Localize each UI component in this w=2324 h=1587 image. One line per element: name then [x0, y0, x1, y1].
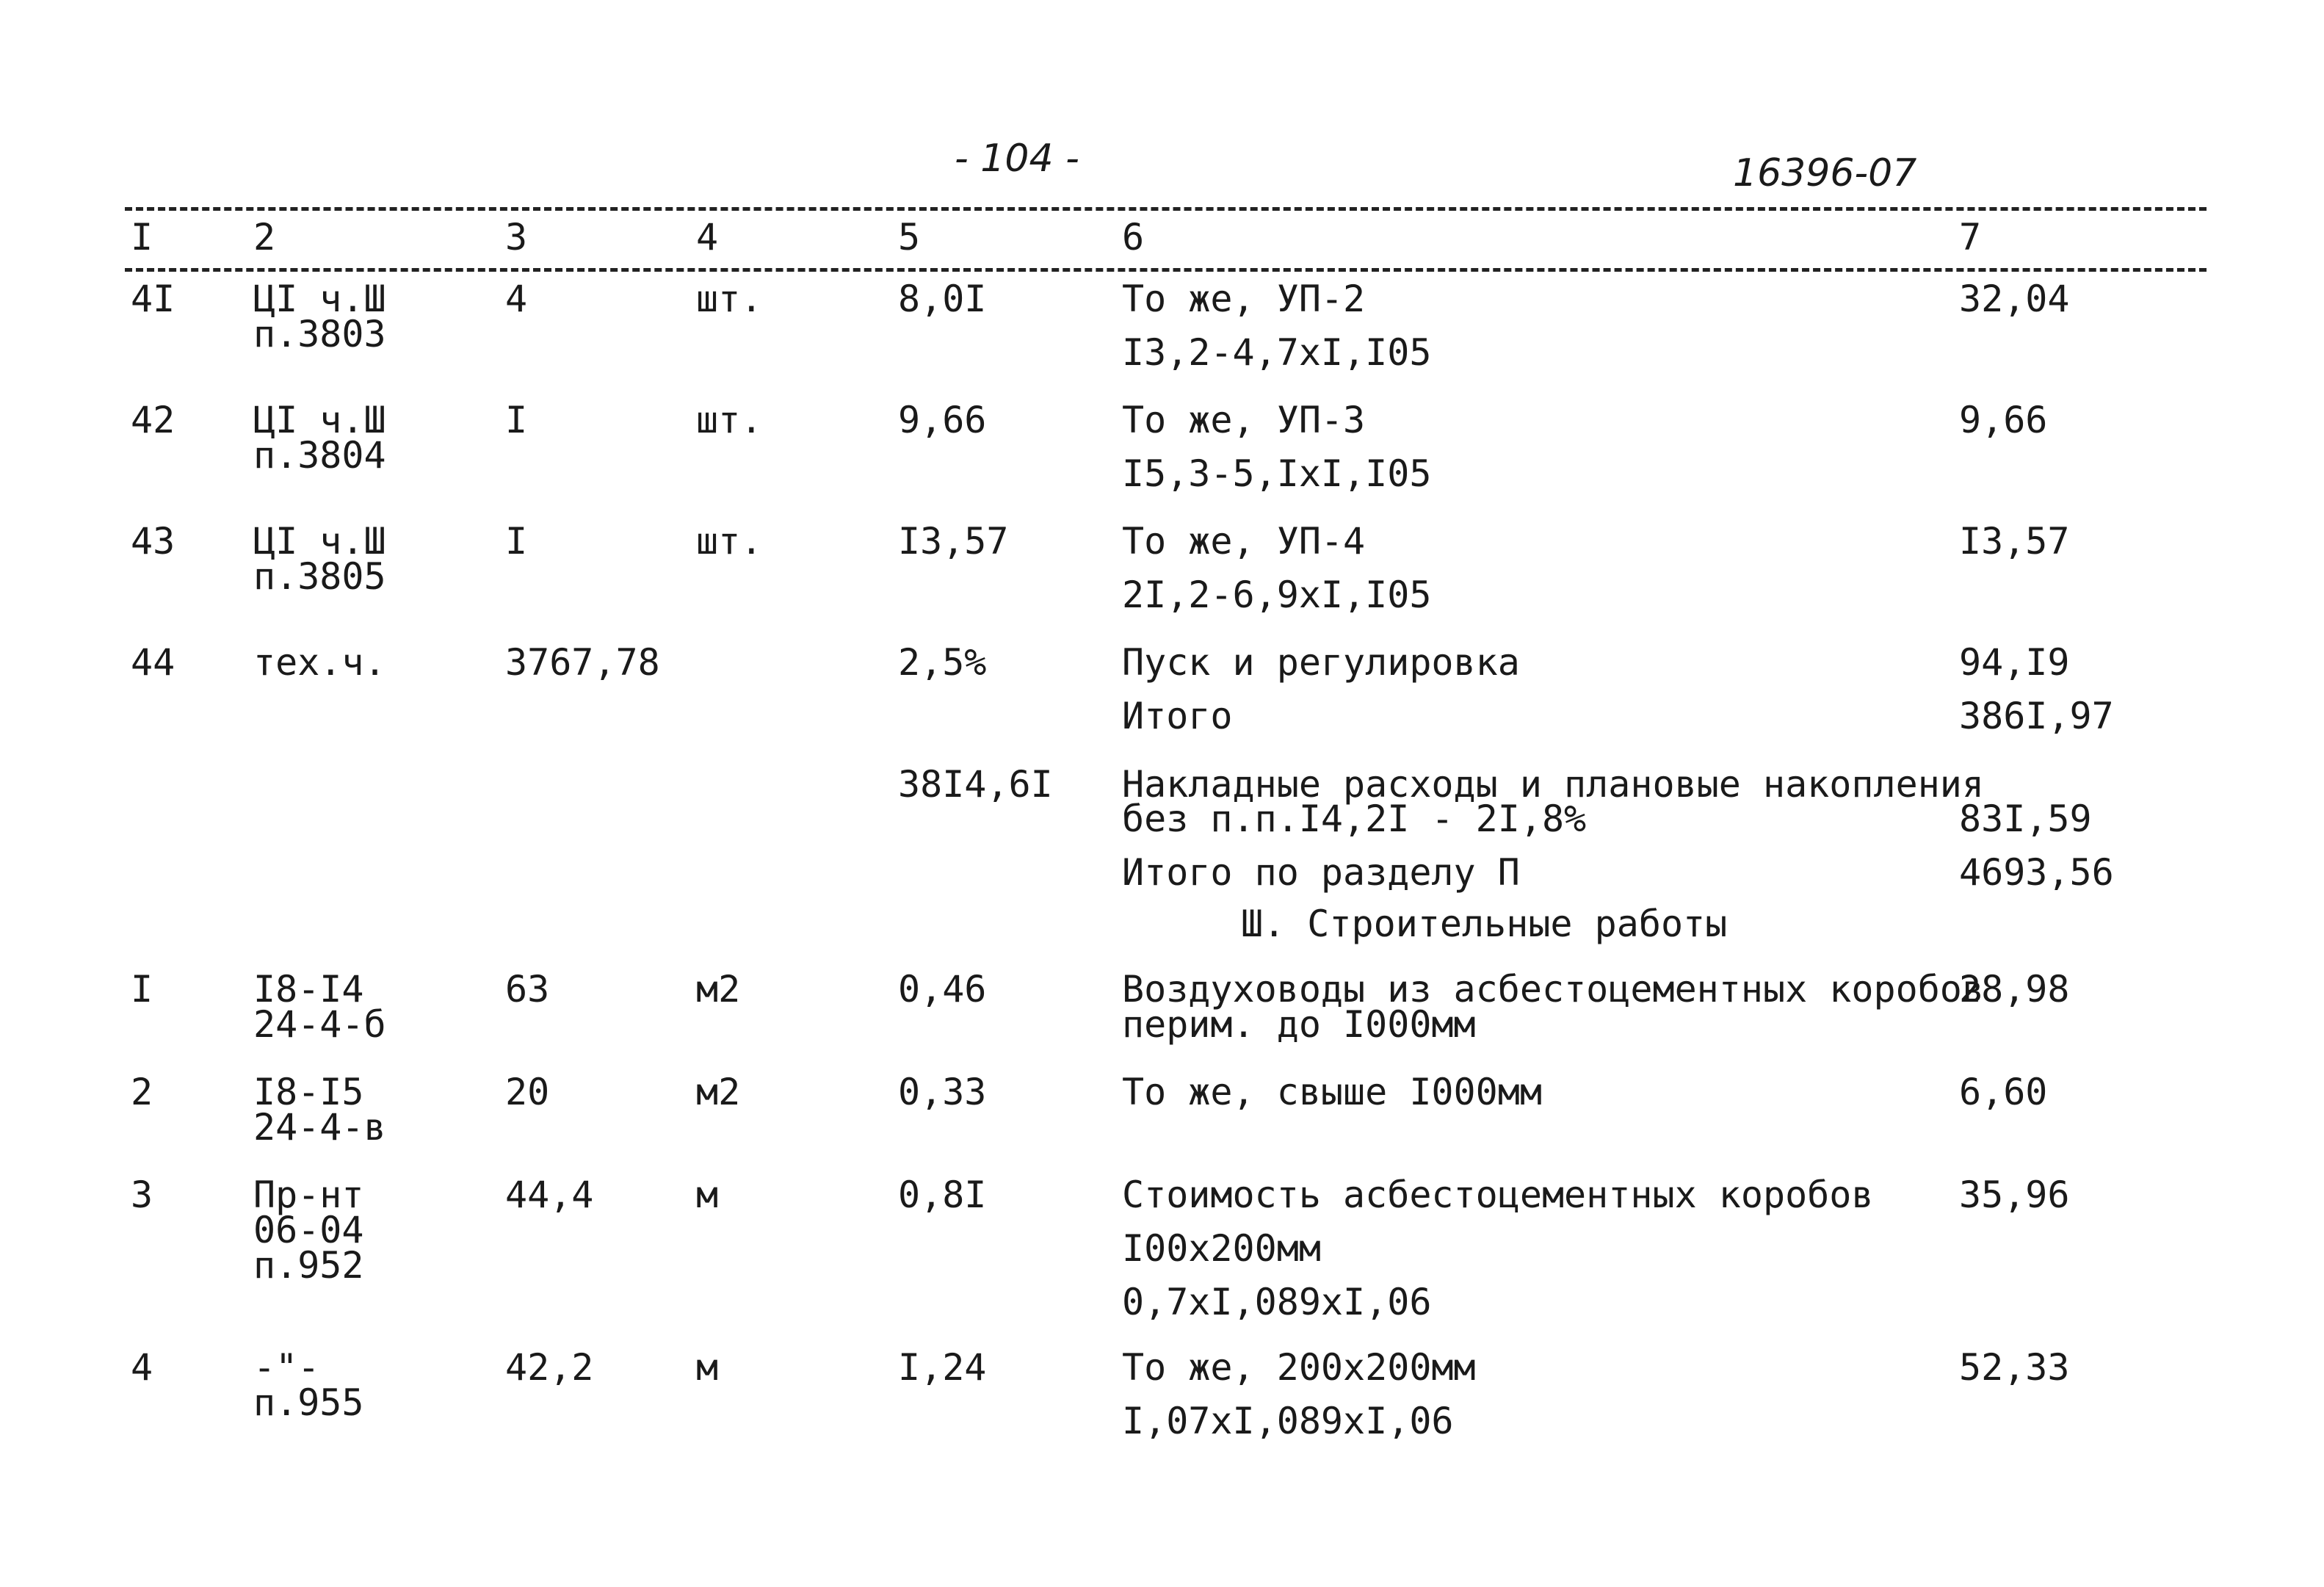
table-header-rule [125, 268, 2207, 272]
cell-description: перим. до I000мм [1122, 1003, 1476, 1046]
cell-quantity: 4 [505, 278, 528, 320]
cell-total: 9,66 [1959, 399, 2048, 441]
cell-total: I3,57 [1959, 520, 2070, 563]
cell-unit-price: 0,46 [898, 968, 987, 1011]
cell-unit-price: I3,57 [898, 520, 1009, 563]
cell-unit: шт. [696, 278, 763, 320]
col-header-6: 6 [1122, 216, 1145, 259]
cell-total: 52,33 [1959, 1346, 2070, 1389]
cell-description: Стоимость асбестоцементных коробов [1122, 1174, 1874, 1216]
cell-unit-price: 0,33 [898, 1071, 987, 1113]
cell-description: I00x200мм [1122, 1227, 1321, 1270]
cell-description: Пуск и регулировка [1122, 641, 1520, 684]
table-top-rule [125, 207, 2207, 211]
cell-description: Итого [1122, 695, 1233, 737]
cell-reference: п.952 [253, 1244, 364, 1287]
cell-unit-price: 38I4,6I [898, 763, 1053, 806]
cell-description: То же, УП-3 [1122, 399, 1366, 441]
cell-reference: I8-I4 [253, 968, 364, 1011]
cell-item-number: 4I [131, 278, 175, 320]
cell-unit: шт. [696, 520, 763, 563]
cell-reference: ЦI ч.Ш [253, 399, 386, 441]
cell-description: 0,7xI,089xI,06 [1122, 1281, 1432, 1323]
cell-reference: 24-4-б [253, 1003, 386, 1046]
cell-quantity: 20 [505, 1071, 550, 1113]
cell-description: I,07xI,089xI,06 [1122, 1400, 1454, 1442]
cell-total: 6,60 [1959, 1071, 2048, 1113]
cell-reference: -"- [253, 1346, 320, 1389]
cell-quantity: 3767,78 [505, 641, 660, 684]
cell-unit: м [696, 1346, 719, 1389]
cell-reference: ЦI ч.Ш [253, 520, 386, 563]
cell-unit: м [696, 1174, 719, 1216]
cell-reference: п.3804 [253, 434, 386, 477]
cell-description: I3,2-4,7xI,I05 [1122, 331, 1432, 374]
cell-total: 94,I9 [1959, 641, 2070, 684]
cell-unit: шт. [696, 399, 763, 441]
cell-unit-price: 8,0I [898, 278, 987, 320]
cell-unit-price: 2,5% [898, 641, 987, 684]
cell-item-number: I [131, 968, 153, 1011]
cell-reference: п.955 [253, 1381, 364, 1424]
cell-description: I5,3-5,IxI,I05 [1122, 452, 1432, 495]
cell-reference: п.3805 [253, 555, 386, 598]
col-header-4: 4 [696, 216, 719, 259]
cell-description: То же, 200x200мм [1122, 1346, 1476, 1389]
cell-item-number: 2 [131, 1071, 153, 1113]
section-title: Ш. Строительные работы [1241, 903, 1728, 945]
cell-reference: п.3803 [253, 313, 386, 355]
cell-total: 386I,97 [1959, 695, 2114, 737]
cell-description: То же, УП-4 [1122, 520, 1366, 563]
cell-quantity: 44,4 [505, 1174, 594, 1216]
cell-quantity: I [505, 520, 528, 563]
cell-description: Воздуховоды из асбестоцементных коробов [1122, 968, 1984, 1011]
cell-description: То же, УП-2 [1122, 278, 1366, 320]
cell-item-number: 4 [131, 1346, 153, 1389]
cell-unit-price: 0,8I [898, 1174, 987, 1216]
cell-total: 28,98 [1959, 968, 2070, 1011]
col-header-5: 5 [898, 216, 921, 259]
cell-unit-price: 9,66 [898, 399, 987, 441]
cell-reference: 06-04 [253, 1209, 364, 1251]
cell-unit: м2 [696, 1071, 741, 1113]
cell-item-number: 42 [131, 399, 175, 441]
cell-description: без п.п.I4,2I - 2I,8% [1122, 798, 1587, 840]
cell-total: 4693,56 [1959, 851, 2114, 894]
cell-quantity: 42,2 [505, 1346, 594, 1389]
cell-item-number: 44 [131, 641, 175, 684]
col-header-3: 3 [505, 216, 528, 259]
cell-reference: ЦI ч.Ш [253, 278, 386, 320]
cell-reference: тех.ч. [253, 641, 386, 684]
cell-reference: I8-I5 [253, 1071, 364, 1113]
cell-reference: 24-4-в [253, 1106, 386, 1149]
cell-quantity: I [505, 399, 528, 441]
page-number: - 104 - [955, 137, 1079, 181]
cell-description: 2I,2-6,9xI,I05 [1122, 574, 1432, 616]
col-header-2: 2 [253, 216, 276, 259]
cell-item-number: 3 [131, 1174, 153, 1216]
cell-description: То же, свыше I000мм [1122, 1071, 1542, 1113]
cell-total: 32,04 [1959, 278, 2070, 320]
cell-unit: м2 [696, 968, 741, 1011]
cell-description: Итого по разделу П [1122, 851, 1520, 894]
col-header-1: I [131, 216, 153, 259]
cell-reference: Пр-нт [253, 1174, 364, 1216]
document-code: 16396-07 [1733, 151, 1917, 195]
cell-item-number: 43 [131, 520, 175, 563]
cell-total: 83I,59 [1959, 798, 2092, 840]
cell-quantity: 63 [505, 968, 550, 1011]
col-header-7: 7 [1959, 216, 1982, 259]
cell-unit-price: I,24 [898, 1346, 987, 1389]
cell-total: 35,96 [1959, 1174, 2070, 1216]
cell-description: Накладные расходы и плановые накопления [1122, 763, 1984, 806]
